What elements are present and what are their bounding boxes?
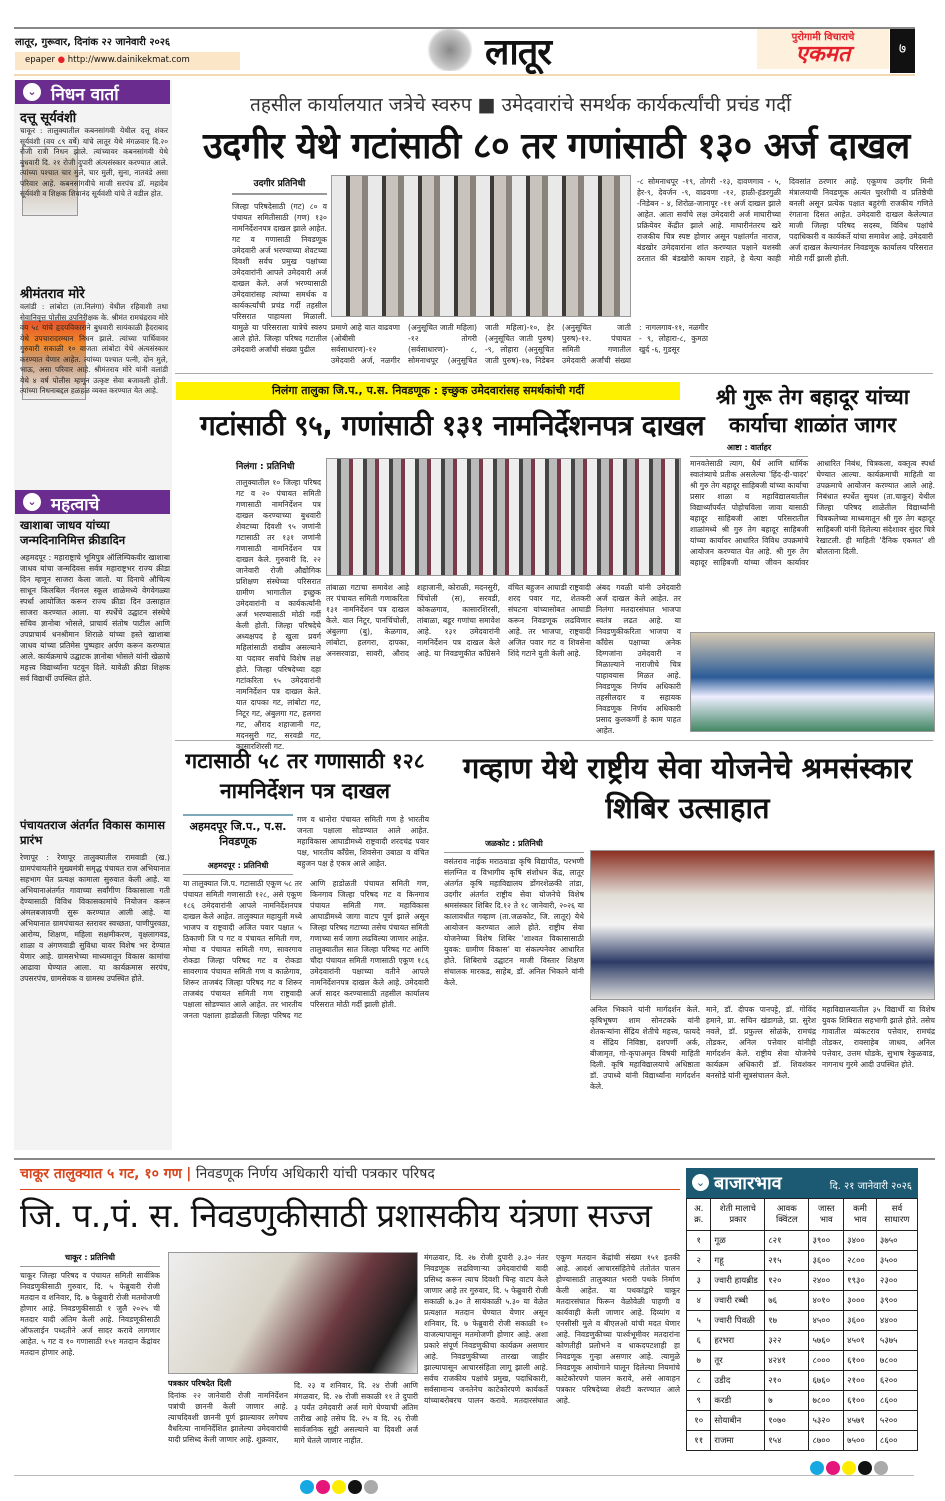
table-cell: २१५	[765, 1251, 809, 1271]
section-header-mahatvache	[15, 490, 170, 514]
article-body: या तालुक्यात जि.प. गटासाठी एकूण ५८ तर पंचायत समिती गणासाठी १२८, असे एकूण १८६ उमेदवारांनी आपले नामनिर्देशनपत्र दाखल केले आहेत. तालुक्यात महायुती मध्ये भाजप व राष्ट्रवादी अजित पवार पक्षात ५ ठिकाणी जि प गट व पंचायत समिती गण, मोघा व पंचायत समिती गण, सावरगाव रोकडा जिल्हा परिषद गट व रोकडा सावरगाव पंचायत समिती गण व काळेगाव, शिरूर ताजबंद जिल्हा परिषद गट व शिरूर ताजबंद पंचायत समिती गण राष्ट्रवादी पक्षाला सोडण्यात आले आहेत. तर भारतीय जनता पक्षाला हाडोळती जिल्हा परिषद गट आणि हाडोळती पंचायत समिती गण, किनगाव जिल्हा परिषद गट व किनगाव पंचायत समिती गण. महाविकास आघाडीमध्ये जागा वाटप पूर्ण झाले असून जिल्हा परिषद गटाच्या तसेच पंचायत समिती गणाच्या सर्व जागा लढविल्या जाणार आहेत. तालुक्यातील सात जिल्हा परिषद गट आणि चौदा पंचायत समिती गणासाठी एकूण १८६ उमेदवारांनी पक्षाच्या वतीने आपले नामनिर्देशनपत्र दाखल केले आहे. उमेदवारी अर्ज सादर करण्यासाठी तहसील कार्यालय परिसरात मोठी गर्दी झाली होती.	[183, 879, 429, 1020]
column-header: अ. क्र.	[687, 1199, 711, 1231]
article-dateline: अहमदपूर : प्रतिनिधी	[183, 860, 293, 875]
article-dateline: चाकूर : प्रतिनिधी	[20, 1252, 160, 1267]
chevron-down-icon: ⌄	[23, 493, 41, 511]
bazarbhav-header	[686, 1168, 918, 1198]
table-cell: ३९००	[876, 1291, 917, 1311]
table-cell: ६	[687, 1331, 711, 1351]
article-headline: पंचायतराज अंतर्गत विकास कामास प्रारंभ	[20, 818, 166, 847]
article-body: माने, डॉ. दीपक पानपट्टे, डॉ. गोविंद हमाने, प्रा. सचिन खंडागळे, प्रा. सुरेश नवले, डॉ. प्रफुल्ल सोळंके, रामचंद्र तोडकर, अनिल पत्तेवार यांनीही मार्गदर्शन केले. राष्ट्रीय सेवा योजनेचे कार्यक्रम अधिकारी डॉ. शिवशंकर बनसोडे यांनी सूत्रसंचालन केले.	[706, 1005, 816, 1080]
column-header: कमी भाव	[844, 1199, 877, 1231]
divider	[14, 1475, 914, 1476]
guru-photo	[690, 632, 935, 732]
black-mark	[348, 1480, 362, 1494]
article-body: अंबद गवळी यांनी उमेदवारी अर्ज दाखल केले आहेत. तर निलंगा मतदारसंघात भाजपा स्वतंत्र लढत आहे. या निवडणुकीकरिता भाजपा व काँग्रेस पक्षाच्या अनेक दिग्गजांना उमेदवारी न मिळाल्याने नाराजीचे चित्र पाहावयास मिळत आहे. निवडणूक निर्णय अधिकारी तहसीलदार व सहायक निवडणूक निर्णय अधिकारी प्रसाद कुलकर्णी हे काम पाहत आहेत.	[596, 583, 681, 735]
table-cell: १०	[687, 1411, 711, 1431]
table-cell: ६१००	[844, 1391, 877, 1411]
article-body: तालुक्यातील १० जिल्हा परिषद गट व २० पंचायत समिती गणासाठी नामनिर्देशन पत्र दाखल करण्याच्या बुधवारी शेवटच्या दिवशी ९५ जणांनी गटासाठी तर १३१ जणांनी गणासाठी नामनिर्देशन पत्र दाखल केले. गुरुवारी दि. २२ जानेवारी रोजी औद्योगिक प्रशिक्षण संस्थेच्या परिसरात ग्रामीण भागातील इच्छुक उमेदवारांनी व कार्यकर्त्यांनी अर्ज भरण्यासाठी मोठी गर्दी केली होती. जिल्हा परिषदेचे अध्यक्षपद हे खुला प्रवर्ग महिलांसाठी राखीव असल्याने या पदावर सर्वांचे विशेष लक्ष होते. जिल्हा परिषदेच्या दहा गटांकरिता ९५ उमेदवारांनी नामनिर्देशन पत्र दाखल केले. यात दापका गट, लांबोटा गट, निटूर गट, अंबुलगा गट, हलगरा गट, औराद शहाजानी गट, मदनसुरी गट, सरवडी गट, कासारशिरसी गट.	[236, 478, 321, 751]
article-body: गण व धानोरा पंचायत समिती गण हे भारतीय जनता पक्षाला सोडण्यात आले आहेत. महाविकास आघाडीमध्ये राष्ट्रवादी शरदचंद्र पवार पक्ष, भारतीय काँग्रेस, शिवसेना उबाठा व वंचित बहुजन पक्ष हे एकत्र आले आहेत.	[297, 815, 429, 868]
table-cell: हरभरा	[711, 1331, 765, 1351]
obituary-text: चाकूर : तालुक्यातील कबनसांगवी येथील दत्तू शंकर सूर्यवंशी (वय ८९ वर्षे) यांचे लातूर येथे मंगळवार दि.२० रोजी रात्री निधन झाले. त्यांच्यावर कबनसांगवी येथे बुधवारी दि. २१ रोजी दुपारी अंत्यसंस्कार करण्यात आले. त्यांच्या पश्चात चार मुले, चार मुली, सुना, नातवंडे असा परिवार आहे. कबनसांगवीचे माजी सरपंच डॉ. महादेव सूर्यवंशी व शिक्षक शिवानंद सूर्यवंशी यांचे ते वडील होत.	[20, 126, 168, 198]
table-cell: गूळ	[711, 1231, 765, 1251]
latur-map-logo	[425, 29, 475, 71]
nilanga-photo	[326, 458, 681, 576]
column-header: जास्त भाव	[809, 1199, 844, 1231]
table-cell: ८०००	[809, 1351, 844, 1371]
table-cell: ५३७५	[876, 1331, 917, 1351]
table-cell: ३५००	[876, 1251, 917, 1271]
table-cell: ४२४१	[765, 1351, 809, 1371]
table-row	[687, 1331, 918, 1351]
epaper-bar	[15, 52, 240, 70]
table-cell: २३००	[876, 1271, 917, 1291]
brand-tagline: पुरोगामी विचाराचे	[791, 32, 855, 43]
article-body: -८ सोमनाथपूर -१९, तोगरी -१३, दावणगाव - ५, हेर-९, देवर्जन -९, वाढवणा -१२, हाळी-हंडरगुळी -निडेबन - ४, शिरोळ-जानापूर -११ अर्ज दाखल झाले आहेत. आता सर्वांचे लक्ष उमेदवारी अर्ज माघारीच्या प्रक्रियेवर केंद्रीत झाले आहे. माघारीनंतरच खरे राजकीय चित्र स्पष्ट होणार असून पक्षांतर्गत नाराज, बंडखोर उमेदवारांना शांत करण्यात पक्षाने यशस्वी ठरतात की बंडखोरी कायम राहते, हे येत्या काही दिवसांत ठरणार आहे. एकूणच उदगीर मिनी मंत्रालयाची निवडणूक अत्यंत चुरशीची व प्रतिष्ठेची बनली असून प्रत्येक पक्षात बहुरंगी राजकीय गणिते रंगताना दिसत आहेत. उमेदवारी दाखल केलेल्यात माजी जिल्हा परिषद सदस्य, विविध पक्षांचे पदाधिकारी व कार्यकर्ते यांचा समावेश आहे. उमेदवारी अर्ज दाखल केल्यानंतर निवडणूक कार्यालय परिसरात मोठी गर्दी झाली होती.	[637, 177, 933, 263]
table-cell: ८६००	[876, 1431, 917, 1451]
table-row	[687, 1231, 918, 1251]
table-cell: ज्वारी पिवळी	[711, 1311, 765, 1331]
divider	[175, 373, 933, 374]
table-cell: २४००	[809, 1271, 844, 1291]
obituary-text: वलांडी : लांबोटा (ता.निलंगा) येथील रहिवाशी तथा सेवानिवृत्त पोलीस उपनिरीक्षक के. श्रीमंत रामचंद्रराव मोरे वय ५८ यांचे हृदयविकाराने बुधवारी सायंकाळी हैदराबाद येथे उपचारादरम्यान निधन झाले. त्यांच्या पार्थिवावर गुरुवारी सकाळी १० वाजता लांबोटा येथे अंत्यसंस्कार करण्यात येणार आहेत. त्यांच्या पश्चात पत्नी, दोन मुले, भाऊ, असा परिवार आहे. श्रीमंतराव मोरे यांनी वलांडी येथे ४ वर्ष पोलीस म्हणून उत्कृष्ट सेवा बजावली होती. त्यांच्या निधनाबद्दल हळहळ व्यक्त करण्यात येत आहे.	[20, 302, 168, 395]
kicker-text: निवडणूक निर्णय अधिकारी यांची पत्रकार परिषद	[195, 1166, 435, 1182]
table-cell: ७६	[765, 1291, 809, 1311]
obituary-name: श्रीमंतराव मोरे	[20, 287, 85, 302]
article-dateline: उदगीर प्रतिनिधी	[232, 176, 327, 195]
table-cell: ३६००	[844, 1311, 877, 1331]
chakur-kicker	[20, 1164, 435, 1183]
article-body: तांबाळा गटाचा समावेश आहे तर पंचायत समिती गणाकरिता १३१ नामनिर्देशन पत्र दाखल केले. यात निटूर, पानचिंचोली, अंबुलगा (बु), केळगाव, लांबोटा, हलगरा, दापका, अनसरवाडा, सावरी, औराद शहाजानी, कोराळी, मदनसुरी, चिंचोली (स), सरवडी, कोकळगाव, कासारशिरसी, तांबाळा, बडूर गणांचा समावेश आहे. १३१ उमेदवारांनी नामनिर्देशन पत्र दाखल केले आहे. या निवडणुकीत काँग्रेसने वंचित बहुजन आघाडी राष्ट्रवादी शरद पवार गट, शेतकरी संघटना यांच्यासोबत आघाडी करून निवडणूक लढविणार आहे. तर भाजपा, राष्ट्रवादी अजित पवार गट व शिवसेना शिंदे गटाने युती केली आहे.	[326, 583, 591, 658]
table-row	[687, 1251, 918, 1271]
table-cell: ३६००	[809, 1251, 844, 1271]
market-price-table	[686, 1198, 918, 1451]
table-cell: ७५००	[844, 1431, 877, 1451]
photo-caption: पत्रकार परिषदेत दिली	[168, 1379, 232, 1388]
table-cell: ज्वारी हायब्रीड	[711, 1271, 765, 1291]
table-cell: करडी	[711, 1391, 765, 1411]
bazarbhav-title: बाजारभाव	[714, 1173, 782, 1194]
table-cell: ४	[687, 1291, 711, 1311]
table-cell: ३७५०	[876, 1231, 917, 1251]
table-cell: सोयाबीन	[711, 1411, 765, 1431]
table-row	[687, 1271, 918, 1291]
article-body: महाविद्यालयातील ३५ विद्यार्थी या विशेष युवक शिबिरात सहभागी झाले होते. तसेच गावातील व्यंकटराव पत्तेवार, रामचंद्र तोडकर, रावसाहेब जाधव, अनिल पत्तेवार, उत्तम घोडके, सुभाष रेकुळवाड, नागनाथ गुरमे आदी उपस्थित होते.	[822, 1005, 935, 1069]
gavhan-photo	[590, 850, 935, 1000]
ahmadpur-kicker: अहमदपूर जि.प., प.स. निवडणूक	[183, 814, 293, 849]
ahmadpur-headline: गटासाठी ५८ तर गणासाठी १२८ नामनिर्देशन पत्र दाखल	[185, 749, 425, 803]
table-cell: ४०१०	[809, 1291, 844, 1311]
kicker-separator: |	[186, 1166, 192, 1182]
table-cell: गहू	[711, 1251, 765, 1271]
table-cell: १७	[765, 1311, 809, 1331]
article-body: मंगळवार, दि. २७ रोजी दुपारी ३.३० नंतर निवडणूक लढविणाऱ्या उमेदवारांची यादी प्रसिध्द करून त्याच दिवशी चिन्ह वाटप केले जाणार आहे तर गुरुवार, दि. ५ फेब्रुवारी रोजी सकाळी ७.३० ते सायंकाळी ५.३० या वेळेत प्रत्यक्षात मतदान घेण्यात येणार असून शनिवार, दि. ७ फेब्रुवारी रोजी सकाळी १० वाजल्यापासून मतमोजणी होणार आहे. अशा प्रकारे संपूर्ण निवडणुकीचा कार्यक्रम असणार आहे. निवडणुकीच्या तारखा जाहीर झाल्यापासून आचारसंहिता लागू झाली आहे. सर्वच राजकीय पक्षांचे प्रमुख, पदाधिकारी, सर्वसामान्य जनतेनेच काटेकोरपणे कार्यकर्ते यांच्याबरोबरच पालन करावे. मतदारसंघात एकूण मतदान केंद्रांची संख्या १५१ इतकी आहे. आदर्श आचारसंहितेचे तंतोतंत पालन होण्यासाठी तालुक्यात भरारी पथके निर्माण केली आहेत. या पथकांद्वारे चाकूर मतदारसंघात फिरून वेळोवेळी पाहणी व कार्यवाही केली जाणार आहे. दिव्यांग व एनसीसी मुले व बीएलओ यांची मदत घेणार आहे. निवडणुकीच्या पार्श्वभूमीवर मतदारांना कोणतीही प्रलोभने व धाकदपटशाही हा निवडणूक गुन्हा असणार आहे. त्यामुळे निवडणूक आयोगाने घालून दिलेल्या नियमांचे काटेकोरपणे पालन करावे, असे आवाहन पत्रकार परिषदेच्या शेवटी करण्यात आले आहे.	[424, 1253, 680, 1405]
globe-icon: ●	[57, 55, 66, 65]
bazarbhav-date: दि. २१ जानेवारी २०२६	[829, 1181, 912, 1192]
yellow-mark	[842, 1461, 856, 1475]
divider	[175, 740, 933, 741]
table-row	[687, 1391, 918, 1411]
table-cell: २८००	[844, 1251, 877, 1271]
table-cell: १२०	[765, 1271, 809, 1291]
divider	[14, 1158, 935, 1160]
article-body: वसंतराव नाईक मराठवाडा कृषि विद्यापीठ, परभणी संलग्नित व विभागीय कृषि संशोधन केंद्र, लातूर अंतर्गत कृषि महाविद्यालय डोंगरशेळकी तांडा, उदगीर अंतर्गत राष्ट्रीय सेवा योजनेचे विशेष श्रमसंस्कार शिबिर दि.१२ ते १८ जानेवारी, २०२६ या कालावधीत गव्हाण (ता.जळकोट, जि. लातूर) येथे आयोजन करण्यात आले होते. राष्ट्रीय सेवा योजनेच्या विशेष शिबिर 'शाश्वत विकासासाठी युवक: ग्रामीण विकास' या संकल्पनेवर आधारित होते. शिबिराचे उद्घाटन माजी विस्तार शिक्षण संचालक मारकड, साहेब, डॉ. अनिल भिकाने यांनी केले.	[444, 857, 584, 987]
magenta-mark	[826, 1461, 840, 1475]
table-cell: ८६००	[876, 1391, 917, 1411]
article-body: दिनांक २२ जानेवारी रोजी नामनिर्देशन पत्रांची छाननी केली जाणार आहे. त्याचदिवशी छाननी पूर्ण झाल्यावर लगेचच वैधरित्या नामनिर्देशित झालेल्या उमेदवारांची यादी प्रसिध्द केली जाणार आहे. शुक्रवार,	[168, 1391, 288, 1444]
page-number: ७	[890, 29, 915, 73]
table-cell: २१०	[765, 1371, 809, 1391]
nilanga-kicker: निलंगा तालुका जि.प., प.स. निवडणूक : इच्छुक उमेदवारांसह समर्थकांची गर्दी	[176, 382, 680, 400]
table-row	[687, 1291, 918, 1311]
brand-name: एकमत	[795, 42, 851, 67]
article-dateline: निलंगा : प्रतिनिधी	[236, 462, 295, 472]
section-title: महत्वाचे	[51, 495, 100, 515]
table-cell: ६१००	[844, 1351, 877, 1371]
press-conference-photo	[168, 1252, 418, 1374]
table-row	[687, 1431, 918, 1451]
table-cell: ४५७१	[844, 1411, 877, 1431]
article-body: अहमदपूर : महाराष्ट्राचे भूमिपुत्र ऑलिम्पिकवीर खाशाबा जाधव यांचा जन्मदिवस सर्वत्र महाराष्ट्रभर राज्य क्रीडा दिन म्हणून साजरा केला जातो. या दिनाचे औचित्य साधून किलबिल नॅशनल स्कूल शाळेमध्ये वेगवेगळ्या स्पर्धा आयोजित करून राज्य क्रीडा दिन उत्साहात साजरा करण्यात आला. या स्पर्धेचे उद्घाटन संस्थेचे सचिव ज्ञानोबा भोसले, प्राचार्य संतोष पाटील आणि उपप्राचार्य धनश्रीमान शिराळे यांच्या हस्ते खाशाबा जाधव यांच्या प्रतिमेस पुष्पहार अर्पण करून करण्यात आले. कार्यक्रमाचे उद्घाटक ज्ञानोबा भोसले यांनी खेळाचे महत्त्व विद्यार्थ्यांना पटवून दिले. यावेळी क्रीडा शिक्षक सर्व विद्यार्थी उपस्थित होते.	[20, 553, 170, 683]
column-header: सर्व साधारण	[876, 1199, 917, 1231]
table-cell: राजमा	[711, 1431, 765, 1451]
masthead-bottom-rule	[14, 74, 915, 76]
table-cell: ५	[687, 1311, 711, 1331]
lead-article	[232, 176, 327, 363]
chakur-headline: जि. प.,पं. स. निवडणुकीसाठी प्रशासकीय यंत्रणा सज्ज	[20, 1196, 652, 1235]
table-cell: ७	[765, 1391, 809, 1411]
gray-mark	[874, 1461, 888, 1475]
guru-headline: श्री गुरू तेग बहादूर यांच्या कार्याचा शाळांत जागर	[715, 385, 910, 437]
divider	[20, 1189, 680, 1190]
table-cell: ३२२	[765, 1331, 809, 1351]
bazarbhav-box	[686, 1168, 918, 1451]
table-cell: ३९००	[809, 1231, 844, 1251]
table-cell: १५४	[765, 1431, 809, 1451]
magenta-mark	[316, 1480, 330, 1494]
article-body: मानवतेसाठी त्याग, धैर्य आणि धार्मिक स्वातंत्र्याचे प्रतीक असलेल्या 'हिंद-दी-चादर' श्री गुरु तेग बहादूर साहिबजी यांच्या कार्याचा प्रसार शाळा व महाविद्यालयातील विद्यार्थ्यांपर्यंत पोहोचविला जावा यासाठी बहादूर साहिबजी आष्टा परिसरातील शाळांमध्ये श्री गुरु तेग बहादूर साहिबजी यांच्या कार्यावर आधारित विविध उपक्रमांचे आयोजन करण्यात येत आहे. श्री गुरु तेग बहादूर साहिबजी यांच्या जीवन कार्यावर आधारित निबंध, चित्रकला, वक्तृत्व स्पर्धा घेण्यात आल्या. कार्यक्रमाची माहिती वा उपक्रमाचे आयोजन करण्यात आले आहे. निबंधात स्पर्धेत सुयश (ता.चाकूर) येथील जिल्हा परिषद शाळेतील विद्यार्थ्यांनी चित्रकलेच्या माध्यमातून श्री गुरु तेग बहादूर साहिबजी यांनी दिलेल्या संदेशावर सुंदर चित्रे रेखाटली. ही माहिती 'दैनिक एकमत' शी बोलताना दिली.	[690, 459, 935, 567]
table-cell: १	[687, 1231, 711, 1251]
epaper-link[interactable]: http://www.dainikekmat.com	[67, 55, 190, 65]
yellow-mark	[332, 1480, 346, 1494]
table-row	[687, 1311, 918, 1331]
table-cell: ६२००	[876, 1371, 917, 1391]
table-cell: ७	[687, 1351, 711, 1371]
table-cell: ८७००	[809, 1431, 844, 1451]
table-cell: ८२१	[765, 1231, 809, 1251]
lead-photo	[331, 175, 631, 317]
table-cell: २	[687, 1251, 711, 1271]
article-body: दि. २३ व शनिवार, दि. २४ रोजी आणि मंगळवार, दि. २७ रोजी सकाळी ११ ते दुपारी ३ पर्यंत उमेदवारी अर्ज मागे घेण्याची अंतिम तारीख आहे तसेच दि. २५ व दि. २६ रोजी सार्वजनिक सुट्टी असल्याने या दिवशी अर्ज मागे घेतले जाणार नाहीत.	[294, 1381, 418, 1445]
table-cell: ६७६०	[809, 1371, 844, 1391]
chevron-down-icon: ⌄	[692, 1174, 709, 1191]
dateline: लातूर, गुरूवार, दिनांक २२ जानेवारी २०२६	[15, 37, 171, 48]
gavhan-headline: गव्हाण येथे राष्ट्रीय सेवा योजनेचे श्रमसंस्कार शिबिर उत्साहात	[462, 751, 913, 825]
section-header-nidhan	[15, 80, 170, 104]
table-cell: ५३२०	[809, 1411, 844, 1431]
section-title: निधन वार्ता	[51, 85, 119, 105]
table-cell: ५२००	[876, 1411, 917, 1431]
obituary-name: दत्तू सूर्यवंशी	[20, 111, 77, 126]
table-cell: ज्वारी रब्बी	[711, 1291, 765, 1311]
table-cell: ३०००	[844, 1291, 877, 1311]
table-row	[687, 1371, 918, 1391]
table-cell: २१००	[844, 1371, 877, 1391]
lead-headline: उदगीर येथे गटांसाठी ८० तर गणांसाठी १३० अर्ज दाखल	[203, 126, 910, 167]
table-cell: ३४००	[844, 1231, 877, 1251]
edition-name: लातूर	[485, 32, 551, 73]
table-cell: १९३०	[844, 1271, 877, 1291]
epaper-label: epaper	[25, 55, 55, 65]
column-header: शेती मालाचे प्रकार	[711, 1199, 765, 1231]
article-body: चाकूर जिल्हा परिषद व पंचायत समिती सार्वत्रिक निवडणुकीसाठी गुरुवार, दि. ५ फेब्रुवारी रोजी मतदान व शनिवार, दि. ७ फेब्रुवारी रोजी मतमोजणी होणार आहे. निवडणुकीसाठी १ जुलै २०२५ ची मतदार यादी अंतिम केली आहे. निवडणूकीसाठी ऑफलाईन पध्दतीने अर्ज सादर करावे लागणार आहेत. ५ गट व १० गणासाठी १५१ मतदान केंद्रांवर मतदान होणार आहे.	[20, 1271, 160, 1357]
chevron-down-icon: ⌄	[23, 83, 41, 101]
table-cell: ३	[687, 1271, 711, 1291]
brand-logo	[757, 29, 889, 69]
table-cell: ७८००	[876, 1351, 917, 1371]
table-cell: तूर	[711, 1351, 765, 1371]
article-body: प्रमाणे आहे यात वाढवणा (ओबीसी सर्वसाधारण)-१२ उमेदवारी अर्ज, नळगीर (अनुसूचित जाती महिला) -१२ तोगरी (सर्वसाधारण)- ८, सोमनाथपूर (अनुसूचित जाती महिला)-१०, हेर (अनुसूचित जाती पुरुष) -९, लोहारा (अनुसूचित जाती पुरुष)-१७, निडेबन (अनुसूचित जाती पुरुष)-१२. पंचायत समिती गणातील उमेदवारी अर्जांची संख्या : नागलगाव-११, नळगीर - ९, लोहारा-८, कुमठा खुर्द -६, गुडसूर	[331, 323, 708, 365]
cyan-mark	[810, 1461, 824, 1475]
article-dateline: जळकोट : प्रतिनिधी	[444, 838, 584, 853]
kicker-highlight: चाकूर तालुक्यात ५ गट, १० गण	[20, 1166, 182, 1182]
lead-kicker: तहसील कार्यालयात जत्रेचे स्वरुप ■ उमेदवारांचे समर्थक कार्यकर्त्यांची प्रचंड गर्दी	[250, 94, 792, 116]
cyan-mark	[300, 1480, 314, 1494]
table-cell: ७८००	[809, 1391, 844, 1411]
table-cell: ९	[687, 1391, 711, 1411]
table-cell: ४५००	[809, 1311, 844, 1331]
article-body: जिल्हा परिषदेसाठी (गट) ८० व पंचायत समितीसाठी (गण) १३० नामनिर्देशनपत्र दाखल झाले आहेत. गट व गणासाठी निवडणूक उमेदवारी अर्ज भरण्याच्या शेवटच्या दिवशी सर्वच प्रमुख पक्षांच्या उमेदवारांनी आपले उमेदवारी अर्ज दाखल केले. अर्ज भरण्यासाठी उमेदवारांसह त्यांच्या समर्थक व कार्यकर्त्यांची प्रचंड गर्दी तहसील परिसरात पाहायला मिळाली. यामुळे या परिसराला यात्रेचे स्वरुप आले होते. जिल्हा परिषद गटातील उमेदवारी अर्जांची संख्या पुढील	[232, 202, 327, 354]
black-mark	[858, 1461, 872, 1475]
table-cell: ११	[687, 1431, 711, 1451]
table-cell: ८	[687, 1371, 711, 1391]
article-headline: खाशाबा जाधव यांच्या जन्मदिनानिमित्त क्रीडादिन	[20, 518, 126, 547]
table-cell: ४४००	[876, 1311, 917, 1331]
table-cell: ५७६०	[809, 1331, 844, 1351]
table-row	[687, 1351, 918, 1371]
table-cell: ४५०१	[844, 1331, 877, 1351]
gray-mark	[364, 1480, 378, 1494]
nilanga-headline: गटांसाठी ९५, गणांसाठी १३१ नामनिर्देशनपत्र दाखल	[200, 409, 705, 442]
article-body: अनिल भिकाने यांनी मार्गदर्शन केले. कृषिभूषण शाम सोनटक्के यांनी शेतकऱ्यांना सेंद्रिय शेतीचे महत्त्व, फायदे व सेंद्रिय निविष्ठा, दशपर्णी अर्क, बीजामृत, गो-कृपाअमृत विषयी माहिती दिली. कृषि महाविद्यालयाचे अधिष्ठाता डॉ. उपाध्ये यांनी विद्यार्थ्यांना मार्गदर्शन केले.	[590, 1005, 700, 1091]
table-cell: १०७०	[765, 1411, 809, 1431]
column-header: आवक क्विंटल	[765, 1199, 809, 1231]
table-row	[687, 1411, 918, 1431]
article-body: रेणापूर : रेणापूर तालुक्यातील रामवाडी (ख.) ग्रामपंचायतीने मुख्यमंत्री समृद्ध पंचायत राज अभियानात सहभाग घेत प्रत्यक्ष कामाला सुरुवात केली आहे. या अभियानाअंतर्गत गावाच्या सर्वांगीण विकासाला गती देण्यासाठी विविध विकासकामांचे नियोजन करून अंमलबजावणी सुरू करण्यात आली आहे. या अभियानात ग्रामपंचायत स्तरावर स्वच्छता, पाणीपुरवठा, आरोग्य, शिक्षण, महिला सक्षमीकरण, वृक्षलागवड, शाळा व अंगणवाडी सुविधा यावर विशेष भर देण्यात येणार आहे. ग्रामसभेच्या माध्यमातून विकास कामांचा आढावा घेण्यात आला. या कार्यक्रमास सरपंच, उपसरपंच, ग्रामसेवक व ग्रामस्थ उपस्थित होते.	[20, 853, 170, 983]
table-cell: उडीद	[711, 1371, 765, 1391]
article-dateline: आष्टा : वार्ताहर	[690, 442, 808, 457]
